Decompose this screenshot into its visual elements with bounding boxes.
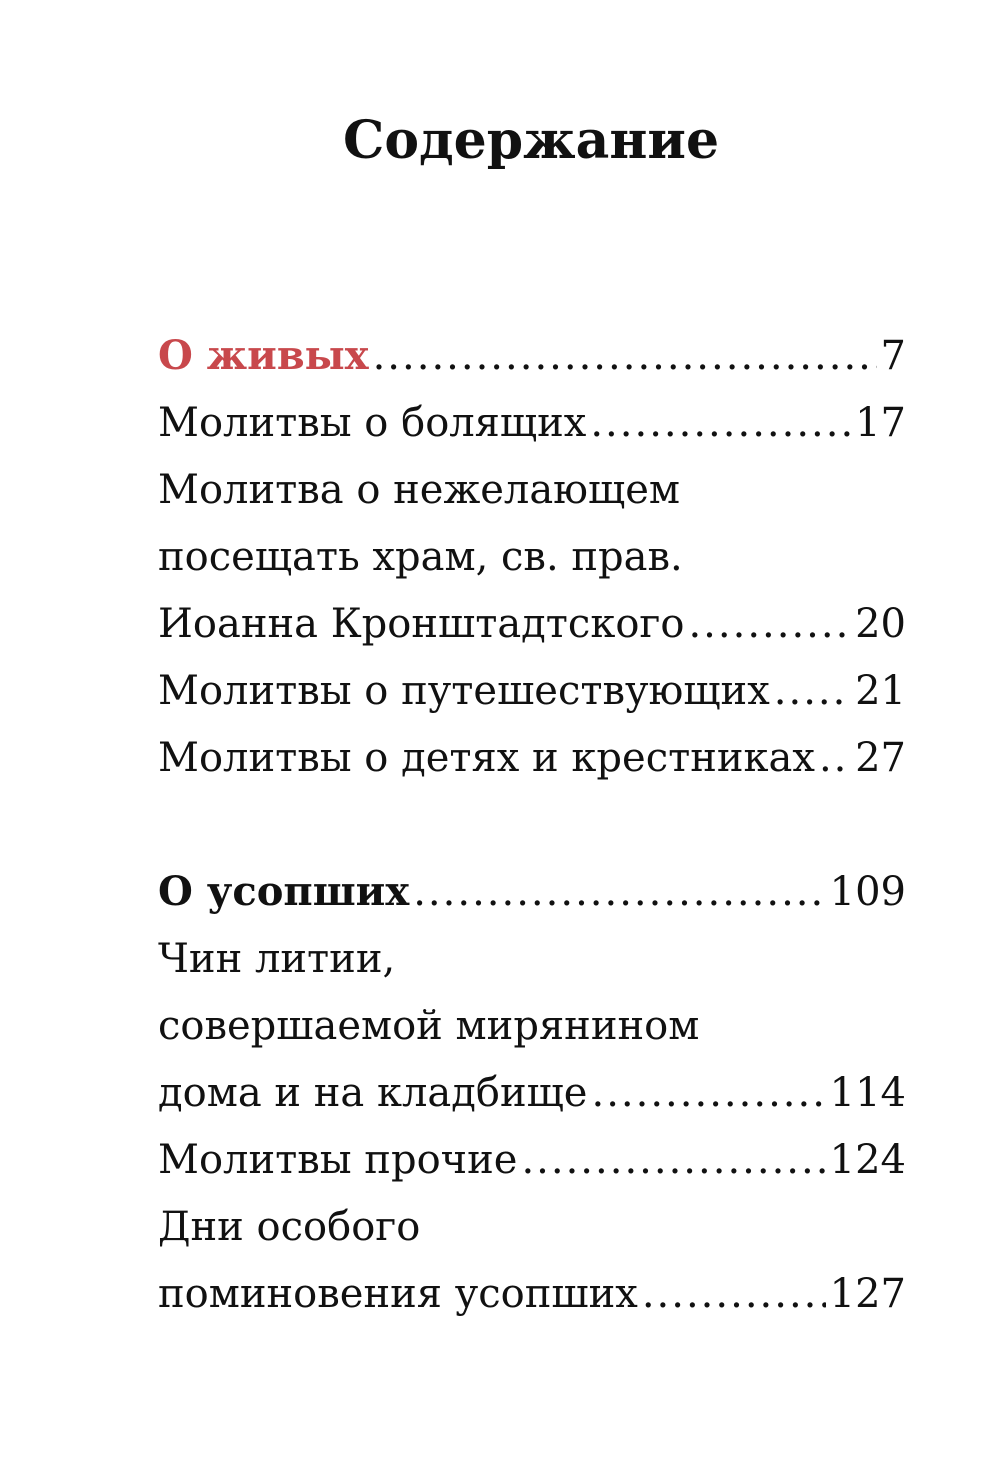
page-title: Содержание xyxy=(342,110,720,171)
dot-leader xyxy=(688,591,851,658)
dot-leader xyxy=(590,390,851,457)
toc-section-living xyxy=(158,322,906,792)
toc-entry-label: Молитвы о болящих xyxy=(158,400,587,446)
toc-page-number: 127 xyxy=(829,1271,906,1317)
toc-entry-line: Чин литии, xyxy=(158,936,396,982)
toc-entry-label: Молитвы о детях и крестниках xyxy=(158,735,815,781)
dot-leader xyxy=(413,859,825,926)
toc-entry-label: дома и на кладбище xyxy=(158,1070,588,1116)
toc-heading-label: О живых xyxy=(158,332,369,379)
toc-heading-label: О усопших xyxy=(158,868,410,915)
toc-page-number: 109 xyxy=(829,869,906,915)
toc-entry[interactable] xyxy=(158,725,906,792)
toc-entry[interactable] xyxy=(158,390,906,457)
toc-entry-line: Молитва о нежелающем xyxy=(158,467,680,513)
toc-entry-label: поминовения усопших xyxy=(158,1271,638,1317)
toc-page-number: 20 xyxy=(855,601,906,647)
toc-entry-label: Молитвы о путешествующих xyxy=(158,668,770,714)
toc-entry[interactable] xyxy=(158,457,906,658)
toc-entry-line: совершаемой мирянином xyxy=(158,1003,700,1049)
dot-leader xyxy=(642,1261,826,1328)
toc-entry[interactable] xyxy=(158,1194,906,1328)
toc-heading-departed[interactable] xyxy=(158,858,906,926)
toc-section-departed xyxy=(158,858,906,1328)
toc-entry-line: Дни особого xyxy=(158,1204,421,1250)
toc-page-number: 114 xyxy=(829,1070,906,1116)
toc-page-number: 27 xyxy=(855,735,906,781)
toc-entry-label: Молитвы прочие xyxy=(158,1137,518,1183)
toc-entry[interactable] xyxy=(158,926,906,1127)
dot-leader xyxy=(819,725,851,792)
dot-leader xyxy=(373,323,877,390)
toc-entry-label: Иоанна Кронштадтского xyxy=(158,601,685,647)
toc-page-number: 21 xyxy=(855,668,906,714)
toc-heading-living[interactable] xyxy=(158,322,906,390)
toc-page-number: 7 xyxy=(880,333,906,379)
toc-entry[interactable] xyxy=(158,658,906,725)
dot-leader xyxy=(521,1127,825,1194)
dot-leader xyxy=(591,1060,825,1127)
toc-entry-line: посещать храм, св. прав. xyxy=(158,534,683,580)
dot-leader xyxy=(774,658,851,725)
toc-page-number: 124 xyxy=(829,1137,906,1183)
toc-entry[interactable] xyxy=(158,1127,906,1194)
toc-page-number: 17 xyxy=(855,400,906,446)
